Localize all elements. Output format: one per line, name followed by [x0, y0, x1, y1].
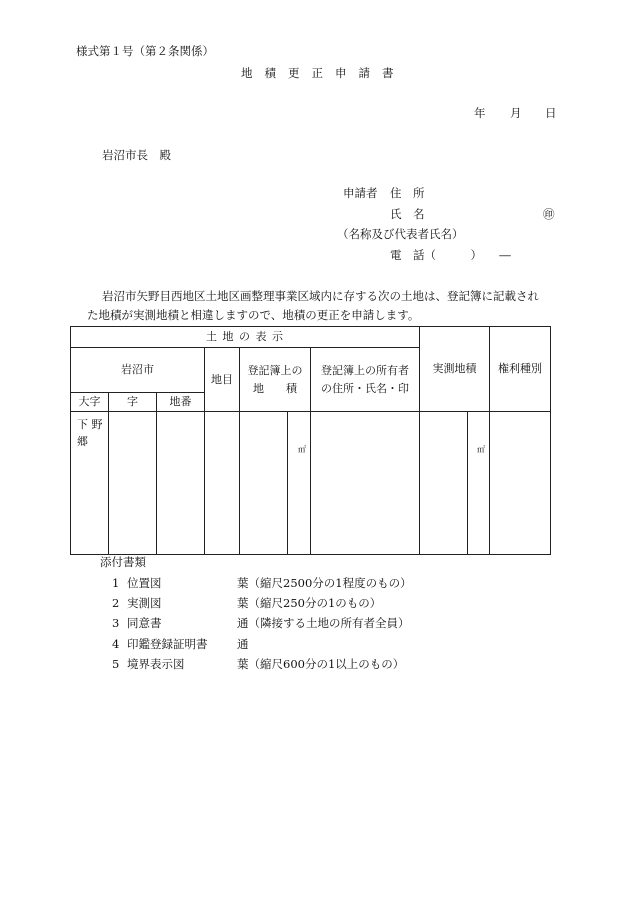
seal-mark: ㊞	[543, 207, 555, 221]
rights-type-cell	[490, 412, 551, 555]
land-display-header: 土 地 の 表 示	[71, 327, 420, 348]
attachment-unit: 通	[237, 637, 249, 651]
attachment-name: 位置図	[127, 576, 162, 590]
aza-header: 字	[109, 393, 157, 412]
form-number: 様式第１号（第２条関係）	[76, 44, 214, 58]
attachment-unit: 葉（縮尺250分の1のもの）	[237, 596, 382, 610]
lot-number-cell	[157, 412, 205, 555]
date-year: 年	[474, 106, 486, 120]
registered-area-unit-cell	[288, 412, 311, 555]
attachment-number: 5	[112, 657, 120, 671]
attachment-number: 1	[112, 576, 120, 590]
measured-area-unit: ㎡	[477, 445, 486, 454]
oaza-cell	[71, 412, 109, 555]
lot-number-header: 地番	[157, 393, 205, 412]
land-category-cell	[205, 412, 240, 555]
land-category-header: 地目	[205, 348, 240, 412]
city-header: 岩沼市	[71, 348, 205, 393]
registered-owner-header	[311, 348, 420, 412]
attachment-number: 3	[112, 616, 120, 630]
registered-area-cell	[240, 412, 288, 555]
oaza-header: 大字	[71, 393, 109, 412]
attachment-name: 境界表示図	[127, 657, 185, 671]
attachment-number: 2	[112, 596, 120, 610]
attachment-name: 実測図	[127, 596, 162, 610]
registered-area-header	[240, 348, 311, 412]
aza-cell	[109, 412, 157, 555]
applicant-name-label: 氏 名	[390, 207, 425, 221]
oaza-value-line-2: 郷	[77, 435, 88, 449]
attachments-heading: 添付書類	[100, 555, 146, 569]
oaza-value-line-1: 下 野	[77, 418, 103, 431]
measured-area-header: 実測地積	[420, 327, 490, 412]
applicant-org-note: （名称及び代表者氏名）	[337, 227, 464, 241]
body-text-line-2: た地積が実測地積と相違しますので、地積の更正を申請します。	[87, 308, 420, 322]
attachment-name: 同意書	[127, 616, 162, 630]
page-title: 地積更正申請書	[241, 66, 406, 80]
registered-owner-line-1: 登記簿上の所有者	[321, 364, 410, 378]
registered-area-line-2: 地 積	[253, 381, 297, 395]
attachment-unit: 通（隣接する土地の所有者全員）	[237, 616, 410, 630]
applicant-label: 申請者	[343, 186, 378, 200]
applicant-phone-label: 電 話（ ） ―	[390, 248, 511, 262]
registered-owner-cell	[311, 412, 420, 555]
attachment-name: 印鑑登録証明書	[127, 637, 208, 651]
measured-area-unit-cell	[468, 412, 490, 555]
applicant-address-label: 住 所	[390, 186, 425, 200]
land-table	[70, 326, 551, 555]
registered-owner-line-2: の住所・氏名・印	[321, 381, 410, 395]
date-month: 月	[510, 106, 522, 120]
measured-area-cell	[420, 412, 468, 555]
date-day: 日	[545, 106, 557, 120]
attachment-unit: 葉（縮尺2500分の1程度のもの）	[237, 576, 412, 590]
registered-area-line-1: 登記簿上の	[247, 364, 303, 378]
rights-type-header: 権利種別	[490, 327, 551, 412]
registered-area-unit: ㎡	[298, 445, 306, 454]
attachment-number: 4	[112, 637, 120, 651]
body-text-line-1: 岩沼市矢野目西地区土地区画整理事業区域内に存する次の土地は、登記簿に記載され	[102, 289, 539, 303]
attachment-unit: 葉（縮尺600分の1以上のもの）	[237, 657, 405, 671]
addressee: 岩沼市長 殿	[102, 148, 171, 162]
